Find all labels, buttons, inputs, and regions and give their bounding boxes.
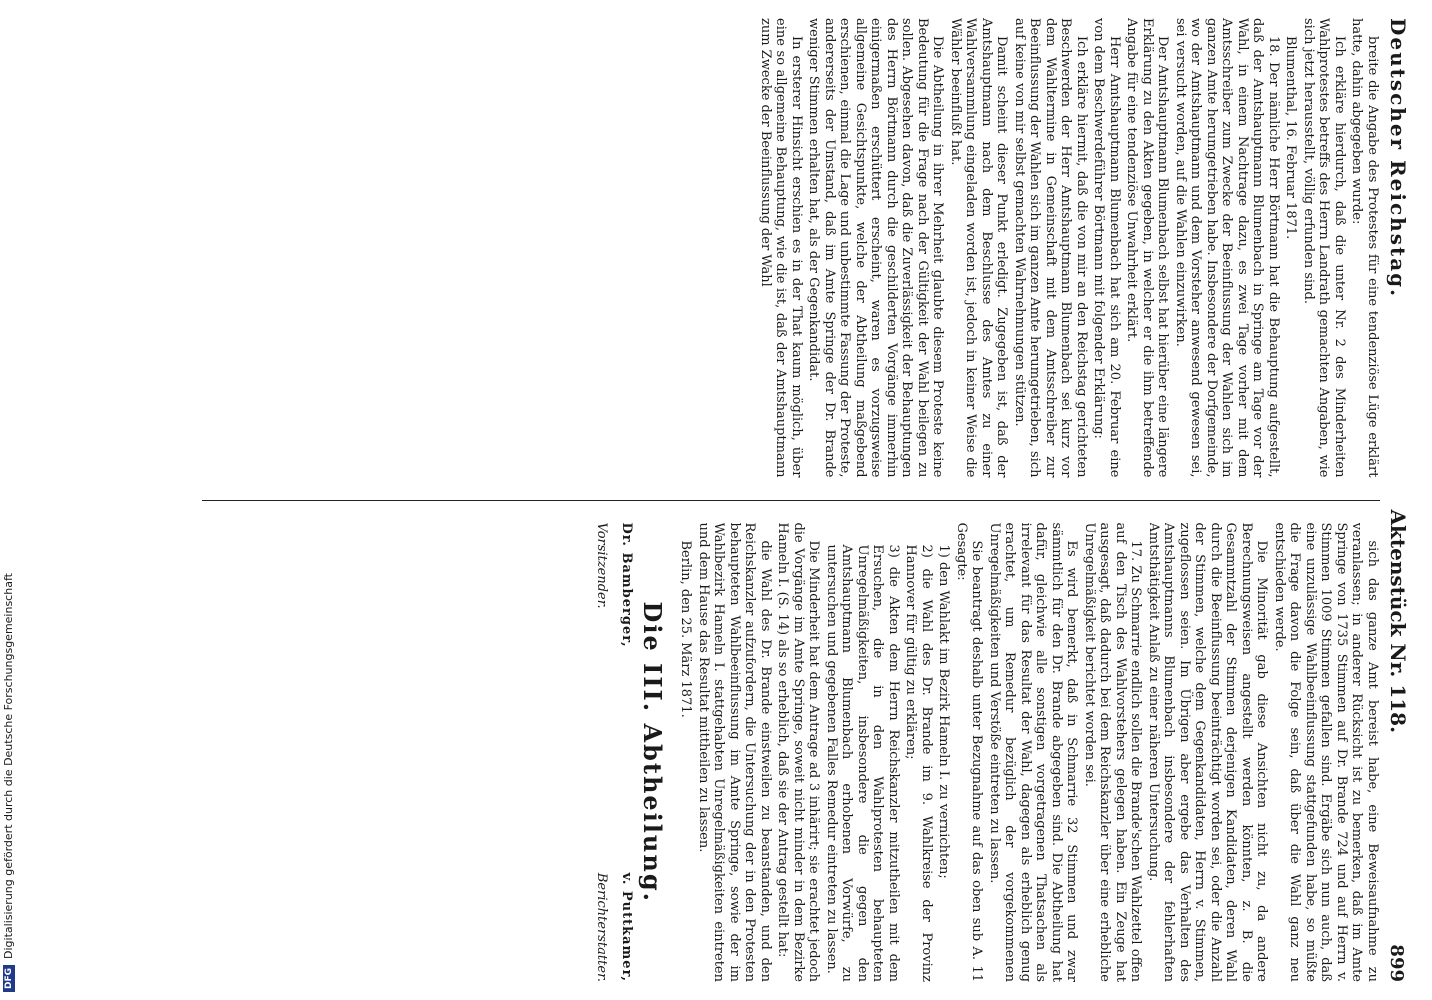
paragraph: Ich erkläre hiermit, daß die von mir an den Reichstag gerichteten Beschwerden der Herr Amtshauptmann Blumenbach sei kurz vor dem Wahltermine in Gemeinschaft mit dem Amtsschreiber zur Beeinflussung der Wahlen sich im ganzen Amte herumgetrieben, sich auf keine von mir selbst gemachten Wahrnehmungen stützen.: [1012, 18, 1089, 478]
paragraph: Ich erkläre hierdurch, daß die unter Nr. 2 des Minderheiten Wahlprotestes betreffs des Herrn Landrath gemachten Angaben, wie sich jetzt herausstellt, völlig erfunden sind.: [1301, 18, 1347, 478]
signature-names: [619, 523, 635, 983]
signature-role-reporter: Berichterstatter.: [594, 872, 609, 982]
paragraph: Der Amtshauptmann Blumenbach selbst hat hierüber eine längere Erklärung zu den Akten gegeben, in welcher er die ihm betreffende Angabe für eine tendenziöse Unwahrheit erklärt.: [1124, 18, 1171, 478]
paragraph: 18. Der nämliche Herr Börtmann hat die Behauptung aufgestellt, daß der Amtshauptmann Blumenbach in Springe am Tage vor der Wahl, in einem Nachtrage dazu, es zwei Tage vorher mit dem Amtsschreiber zum Zwecke der Beeinflussung der Wahlen sich im ganzen Amte herumgetrieben habe. Insbesondere der Dorfgemeinde, wo der Amtshauptmann und dem Vorsteher anwesend gewesen sei, sei versucht worden, auf die Wahlen einzuwirken.: [1173, 18, 1281, 478]
text-columns: [202, 18, 1380, 982]
right-column: [202, 523, 1380, 983]
paragraph: Herr Amtshauptmann Blumenbach hat sich am 20. Februar eine von dem Beschwerdeführer Börtmann mit folgender Erklärung:: [1091, 18, 1122, 478]
dfg-logo: DFG: [3, 965, 15, 992]
paragraph: In ersterer Hinsicht erschien es in der That kaum möglich, über eine so allgemeine Behauptung, wie die ist, daß der Amtshauptmann zum Zwecke der Beeinflussung der Wahl: [758, 18, 804, 478]
page-header-title: Deutscher Reichstag.: [1386, 18, 1410, 299]
paragraph: Die Minorität gab diese Ansichten nicht zu, da andere Berechnungsweisen angestellt werden könnten, z. B. die Gesammtzahl der Stimmen derjenigen Kandidaten, deren Wahl durch die Beeinflussung beeinträchtigt worden sei, oder die Anzahl der Stimmen, welche dem Gegenkandidaten, Herrn v. Stimmen, zugeflossen seien. Im Übrigen aber ergebe das Verhalten des Amtshauptmanns Blumenbach insbesondere der fehlerhaften Amtsthätigkeit Anlaß zu einer näheren Untersuchung.: [1146, 522, 1270, 982]
credit-text: Digitalisierung gefördert durch die Deutsche Forschungsgemeinschaft: [2, 573, 15, 959]
list-item: 3) die Akten dem Herrn Reichskanzler mitzutheilen mit dem Ersuchen, die in den Wahlprotesten behaupteten Unregelmäßigkeiten, insbesondere die gegen den Amtshauptmann Blumenbach erhobenen Vorwürfe, zu untersuchen und gegebenen Falles Remedur eintreten zu lassen.: [824, 544, 901, 982]
page-header: [1386, 18, 1424, 982]
paragraph: breite die Angabe des Protestes für eine tendenziöse Lüge erklärt hatte, dahin abgegeben wurde:: [1349, 18, 1380, 478]
paragraph: Die Minderheit hat dem Antrage ad 3 inhärirt; sie erachtet jedoch die Vorgänge im Amte Springe, soweit nicht minder in dem Bezirke Hameln I. (S. 14) als so erheblich, daß sie der Antrag gestellt hat:: [775, 522, 822, 982]
paragraph: 17. Zu Schmarrie endlich sollen die Brande'schen Wahlzettel offen auf den Tisch des Wahlvorstehers gelegen haben. Ein Zeuge hat ausgesagt, daß dadurch bei dem Reichskanzler über eine erhebliche Unregelmäßigkeit berichtet worden sei.: [1082, 522, 1144, 982]
column-divider: [202, 500, 1380, 501]
left-column: [202, 18, 1380, 478]
paragraph: Sie beantragt deshalb unter Bezugnahme auf das oben sub A. 11 Gesagte:: [954, 522, 985, 982]
section-title: Die III. Abtheilung.: [638, 601, 667, 903]
page-header-subtitle: Aktenstück Nr. 118.: [1386, 509, 1410, 734]
signature-name-chair: Dr. Bamberger,: [619, 522, 635, 648]
signature-roles: [594, 523, 610, 983]
list-item: 2) die Wahl des Dr. Brande im 9. Wahlkreise der Provinz Hannover für gültig zu erklären;: [903, 544, 934, 982]
paragraph: Die Abtheilung in ihrer Mehrheit glaubte diesem Proteste keine Bedeutung für die Frage nach der Gültigkeit der Wahl beilegen zu sollen. Abgesehen davon, daß die Zuverlässigkeit der Behauptungen des Herrn Börtmann durch die geschilderten Vorgänge immerhin einigermaßen erschüttert erscheint, waren es vorzugsweise allgemeine Gesichtspunkte, welche der Abtheilung maßgebend erschienen, einmal die Lage und unbestimmte Fassung der Proteste, andererseits der Umstand, daß im Amte Springe der Dr. Brande weniger Stimmen erhalten hat, als der Gegenkandidat.: [806, 18, 946, 478]
scanned-page: [190, 0, 1432, 1000]
paragraph: sich das ganze Amt bereist habe, eine Beweisaufnahme zu veranlassen; in anderer Rücksicht ist zu bemerken, daß im Amte Springe von 1735 Stimmen auf Dr. Brande 724 und auf Herrn v. Stimmen 1009 Stimmen gefallen sind. Ergäbe sich nun auch, daß eine unzulässige Wahlbeeinflussung stattgefunden habe, so müßte die Frage davon die Folge sein, daß über die Wahl ganz neu entschieden werde.: [1272, 522, 1380, 982]
digitization-credit: [2, 0, 18, 1000]
paragraph: Es wird bemerkt, daß in Schmarrie 32 Stimmen und zwar sämmtlich für den Dr. Brande abgegeben sind. Die Abtheilung hat dafür, gleichwie alle sonstigen vorgetragenen Thatsachen als irrelevant für das Resultat der Wahl, dagegen als erheblich genug erachtet, um Remedur bezüglich der vorgekommenen Unregelmäßigkeiten und Verstöße eintreten zu lassen.: [987, 522, 1080, 982]
page-number: 899: [1386, 944, 1407, 982]
date-line: Berlin, den 25. März 1871.: [678, 540, 694, 718]
signature-role-chair: Vorsitzender.: [594, 522, 609, 609]
paragraph: Blumenthal, 16. Februar 1871.: [1283, 36, 1299, 240]
signature-name-reporter: v. Puttkamer,: [619, 872, 635, 982]
list-item: 1) den Wahlakt im Bezirk Hameln I. zu vernichten;: [936, 544, 952, 879]
paragraph: Damit scheint dieser Punkt erledigt. Zugegeben ist, daß der Amtshauptmann nach dem Beschlusse des Amtes zu einer Wahlversammlung eingeladen worden ist, jedoch in keiner Weise die Wähler beeinflußt hat.: [948, 18, 1010, 478]
rotated-page-content: [190, 0, 1432, 1000]
paragraph: die Wahl des Dr. Brande einstweilen zu beanstanden, und den Reichskanzler aufzufordern, die Untersuchung der in den Protesten behaupteten Wahlbeeinflussung im Amte Springe, sowie der im Wahlbezirk Hameln I. stattgehabten Unregelmäßigkeiten eintreten und dem Hause das Resultat mittheilen zu lassen.: [696, 522, 773, 982]
